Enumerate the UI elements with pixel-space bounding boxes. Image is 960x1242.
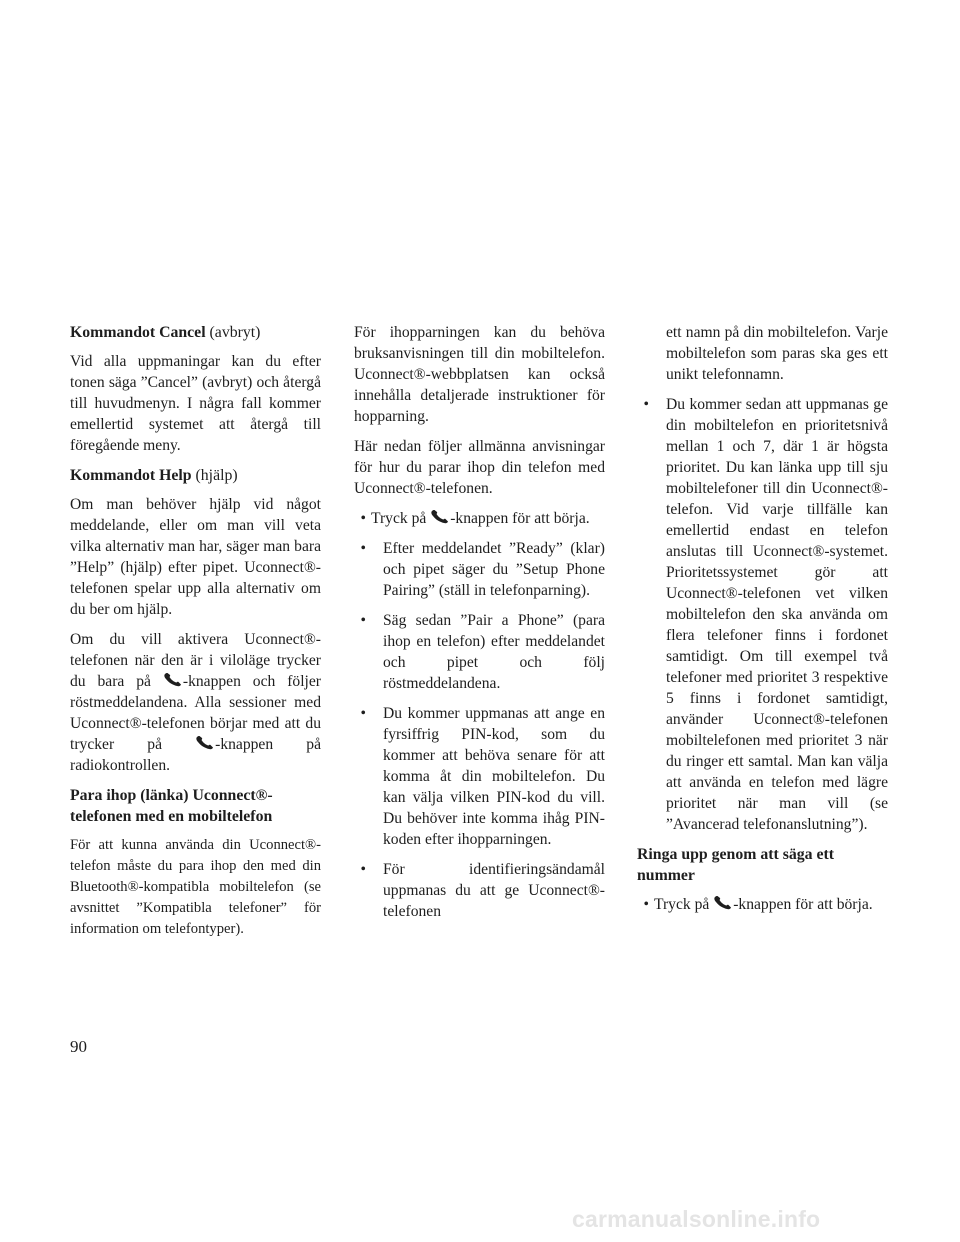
column-3	[637, 322, 888, 924]
heading-help	[70, 465, 321, 486]
step-6-text: Du kommer sedan att uppmanas ge din mobiltelefon en prioritetsnivå mellan 1 och 7, där 1 är högsta prioritet. Du kan länka upp till sju mobiltelefoner till din Uconnect®-telefon. Vid varje tillfälle kan emellertid endast en telefon anslutas till Uconnect®-systemet. Prioritetssystemet gör att Uconnect®-telefonen vet vilken mobiltelefon den ska använda om flera telefoner finns i fordonet samtidigt. Om till exempel två telefoner med prioritet 3 respektive 5 finns i fordonet samtidigt, använder Uconnect®-telefonen mobiltelefonen med prioritet 3 när du ringer ett samtal. Man kan välja att använda en telefon med lägre prioritet när man vill (se ”Avancerad telefonanslutning”).	[666, 396, 888, 833]
pairing-steps-list-continued	[637, 322, 888, 835]
paragraph-cancel: Vid alla uppmaningar kan du efter tonen säga ”Cancel” (avbryt) och återgå till huvudmenyn. I några fall kommer emellertid systemet att återgå till föregående meny.	[70, 353, 321, 454]
bullet: •	[643, 396, 649, 413]
heading-cancel	[70, 322, 321, 343]
heading-cancel-text: Kommandot Cancel	[70, 324, 206, 341]
list-item	[354, 610, 605, 694]
phone-icon	[430, 510, 450, 524]
bullet: •	[360, 705, 366, 722]
dial-steps-list	[637, 894, 888, 915]
list-item	[354, 508, 605, 529]
step-1-text-b: -knappen för att börja.	[450, 510, 590, 527]
phone-icon	[195, 736, 215, 750]
watermark: carmanualsonline.info	[572, 1206, 821, 1232]
bullet: •	[360, 540, 366, 557]
column-1	[70, 322, 321, 949]
paragraph-activate	[70, 629, 321, 776]
activate-text-a: Om du vill aktivera Uconnect®-telefonen när den är i viloläge trycker du bara på	[70, 631, 321, 690]
step-3-text: Säg sedan ”Pair a Phone” (para ihop en telefon) efter meddelandet och pipet och följ röstmeddelandena.	[383, 612, 605, 692]
step-5-continued-text: ett namn på din mobiltelefon. Varje mobiltelefon som paras ska ges ett unikt telefonnamn.	[666, 324, 888, 383]
activate-text-b: -knappen och följer röstmeddelandena. Alla sessioner med Uconnect®-telefonen börjar med att du trycker på	[70, 673, 321, 753]
pairing-steps-list	[354, 508, 605, 922]
heading-dial: Ringa upp genom att säga ett nummer	[637, 846, 835, 884]
column-2	[354, 322, 605, 931]
phone-icon	[713, 896, 733, 910]
paragraph-help: Om man behöver hjälp vid något meddelande, eller om man vill veta vilka alternativ man har, säger man bara ”Help” (hjälp) efter pipet. Uconnect®-telefonen spelar upp alla alternativ om du ber om hjälp.	[70, 496, 321, 618]
dial-step-text-a: Tryck på	[654, 896, 710, 913]
paragraph-general: Här nedan följer allmänna anvisningar för hur du parar ihop din telefon med Uconnect®-telefonen.	[354, 438, 605, 497]
phone-icon	[163, 673, 183, 687]
heading-help-paren: (hjälp)	[195, 467, 238, 484]
list-item	[354, 538, 605, 601]
bullet: •	[360, 861, 366, 878]
heading-pair: Para ihop (länka) Uconnect®-telefonen med en mobiltelefon	[70, 787, 273, 825]
list-item	[637, 894, 888, 915]
step-2-text: Efter meddelandet ”Ready” (klar) och pipet säger du ”Setup Phone Pairing” (ställ in telefonparning).	[383, 540, 605, 599]
list-item	[637, 394, 888, 835]
activate-text-c: -knappen på radiokontrollen.	[70, 736, 321, 774]
step-5-text: För identifieringsändamål uppmanas du att ge Uconnect®-telefonen	[383, 861, 605, 920]
list-item	[354, 703, 605, 850]
paragraph-pair: För att kunna använda din Uconnect®-telefon måste du para ihop den med din Bluetooth®-kompatibla mobiltelefon (se avsnittet ”Kompatibla telefoner” för information om telefontyper).	[70, 837, 321, 937]
page-number: 90	[70, 1037, 87, 1056]
list-item	[354, 859, 605, 922]
bullet: •	[360, 612, 366, 629]
dial-step-text-b: -knappen för att börja.	[733, 896, 873, 913]
step-1-text-a: Tryck på	[371, 510, 427, 527]
heading-help-text: Kommandot Help	[70, 467, 192, 484]
heading-cancel-paren: (avbryt)	[209, 324, 261, 341]
bullet: •	[360, 510, 366, 527]
step-4-text: Du kommer uppmanas att ange en fyrsiffrig PIN-kod, som du kommer att behöva senare för att komma åt din mobiltelefon. Du kan välja vilken PIN-kod du vill. Du behöver inte komma ihåg PIN-koden efter ihopparningen.	[383, 705, 605, 848]
bullet: •	[643, 896, 649, 913]
paragraph-manual: För ihopparningen kan du behöva bruksanvisningen till din mobiltelefon. Uconnect®-webbplatsen kan också innehålla detaljerade instruktioner för hopparning.	[354, 324, 605, 425]
list-item	[637, 322, 888, 385]
